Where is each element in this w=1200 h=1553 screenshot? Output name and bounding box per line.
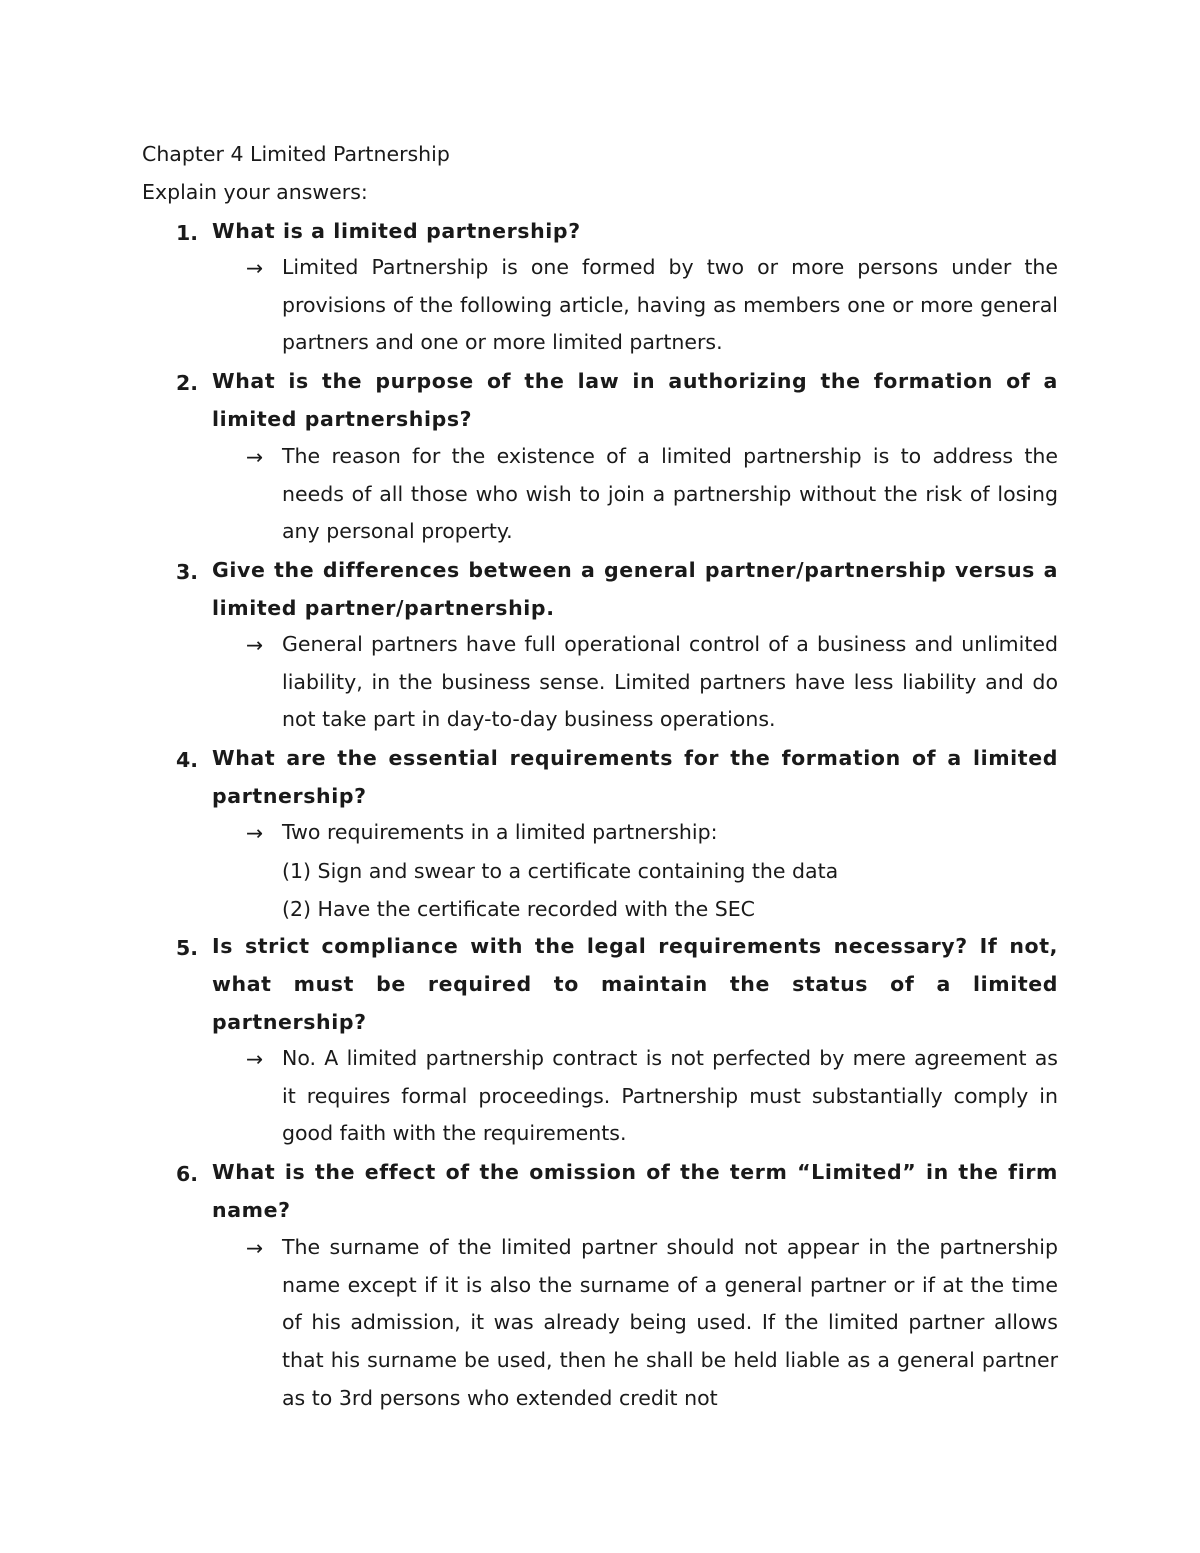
arrow-icon: → bbox=[246, 445, 264, 469]
answer-text: Limited Partnership is one formed by two or more persons under the provisions of the following article, having as members one or more general partners and one or more limited partners. bbox=[282, 255, 1058, 355]
document-title: Chapter 4 Limited Partnership bbox=[142, 142, 450, 166]
answer-text: Two requirements in a limited partnership: bbox=[282, 820, 718, 844]
arrow-icon: → bbox=[246, 256, 264, 280]
answer-text: No. A limited partnership contract is not perfected by mere agreement as it requires formal proceedings. Partnership must substantially comply in good faith with the requirements. bbox=[282, 1046, 1058, 1146]
question-text: What are the essential requirements for the formation of a limited partnership? bbox=[212, 746, 1058, 808]
answer-text: The reason for the existence of a limited partnership is to address the needs of all those who wish to join a partnership without the risk of losing any personal property. bbox=[282, 444, 1058, 544]
arrow-icon: → bbox=[246, 633, 264, 657]
question-text: Is strict compliance with the legal requirements necessary? If not, what must be required to maintain the status of a limited partnership? bbox=[212, 934, 1058, 1034]
answer-text: The surname of the limited partner should not appear in the partnership name except if it is also the surname of a general partner or if at the time of his admission, it was already being used. If the limited partner allows that his surname be used, then he shall be held liable as a general partner as to 3rd persons who extended credit not bbox=[282, 1235, 1058, 1410]
question-number: 1. bbox=[176, 221, 199, 245]
requirement-item: (1) Sign and swear to a certificate containing the data bbox=[282, 859, 839, 883]
document-instructions: Explain your answers: bbox=[142, 180, 368, 204]
requirement-item: (2) Have the certificate recorded with the SEC bbox=[282, 897, 755, 921]
question-text: Give the differences between a general partner/partnership versus a limited partner/partnership. bbox=[212, 558, 1058, 620]
question-text: What is a limited partnership? bbox=[212, 219, 581, 243]
question-text: What is the effect of the omission of the term “Limited” in the firm name? bbox=[212, 1160, 1058, 1222]
arrow-icon: → bbox=[246, 1047, 264, 1071]
question-number: 3. bbox=[176, 560, 199, 584]
question-number: 4. bbox=[176, 748, 199, 772]
question-text: What is the purpose of the law in authorizing the formation of a limited partnerships? bbox=[212, 369, 1058, 431]
answer-text: General partners have full operational control of a business and unlimited liability, in the business sense. Limited partners have less liability and do not take part in day-to-day business operations. bbox=[282, 632, 1058, 732]
question-number: 5. bbox=[176, 936, 199, 960]
arrow-icon: → bbox=[246, 821, 264, 845]
question-number: 2. bbox=[176, 371, 199, 395]
arrow-icon: → bbox=[246, 1236, 264, 1260]
question-number: 6. bbox=[176, 1162, 199, 1186]
